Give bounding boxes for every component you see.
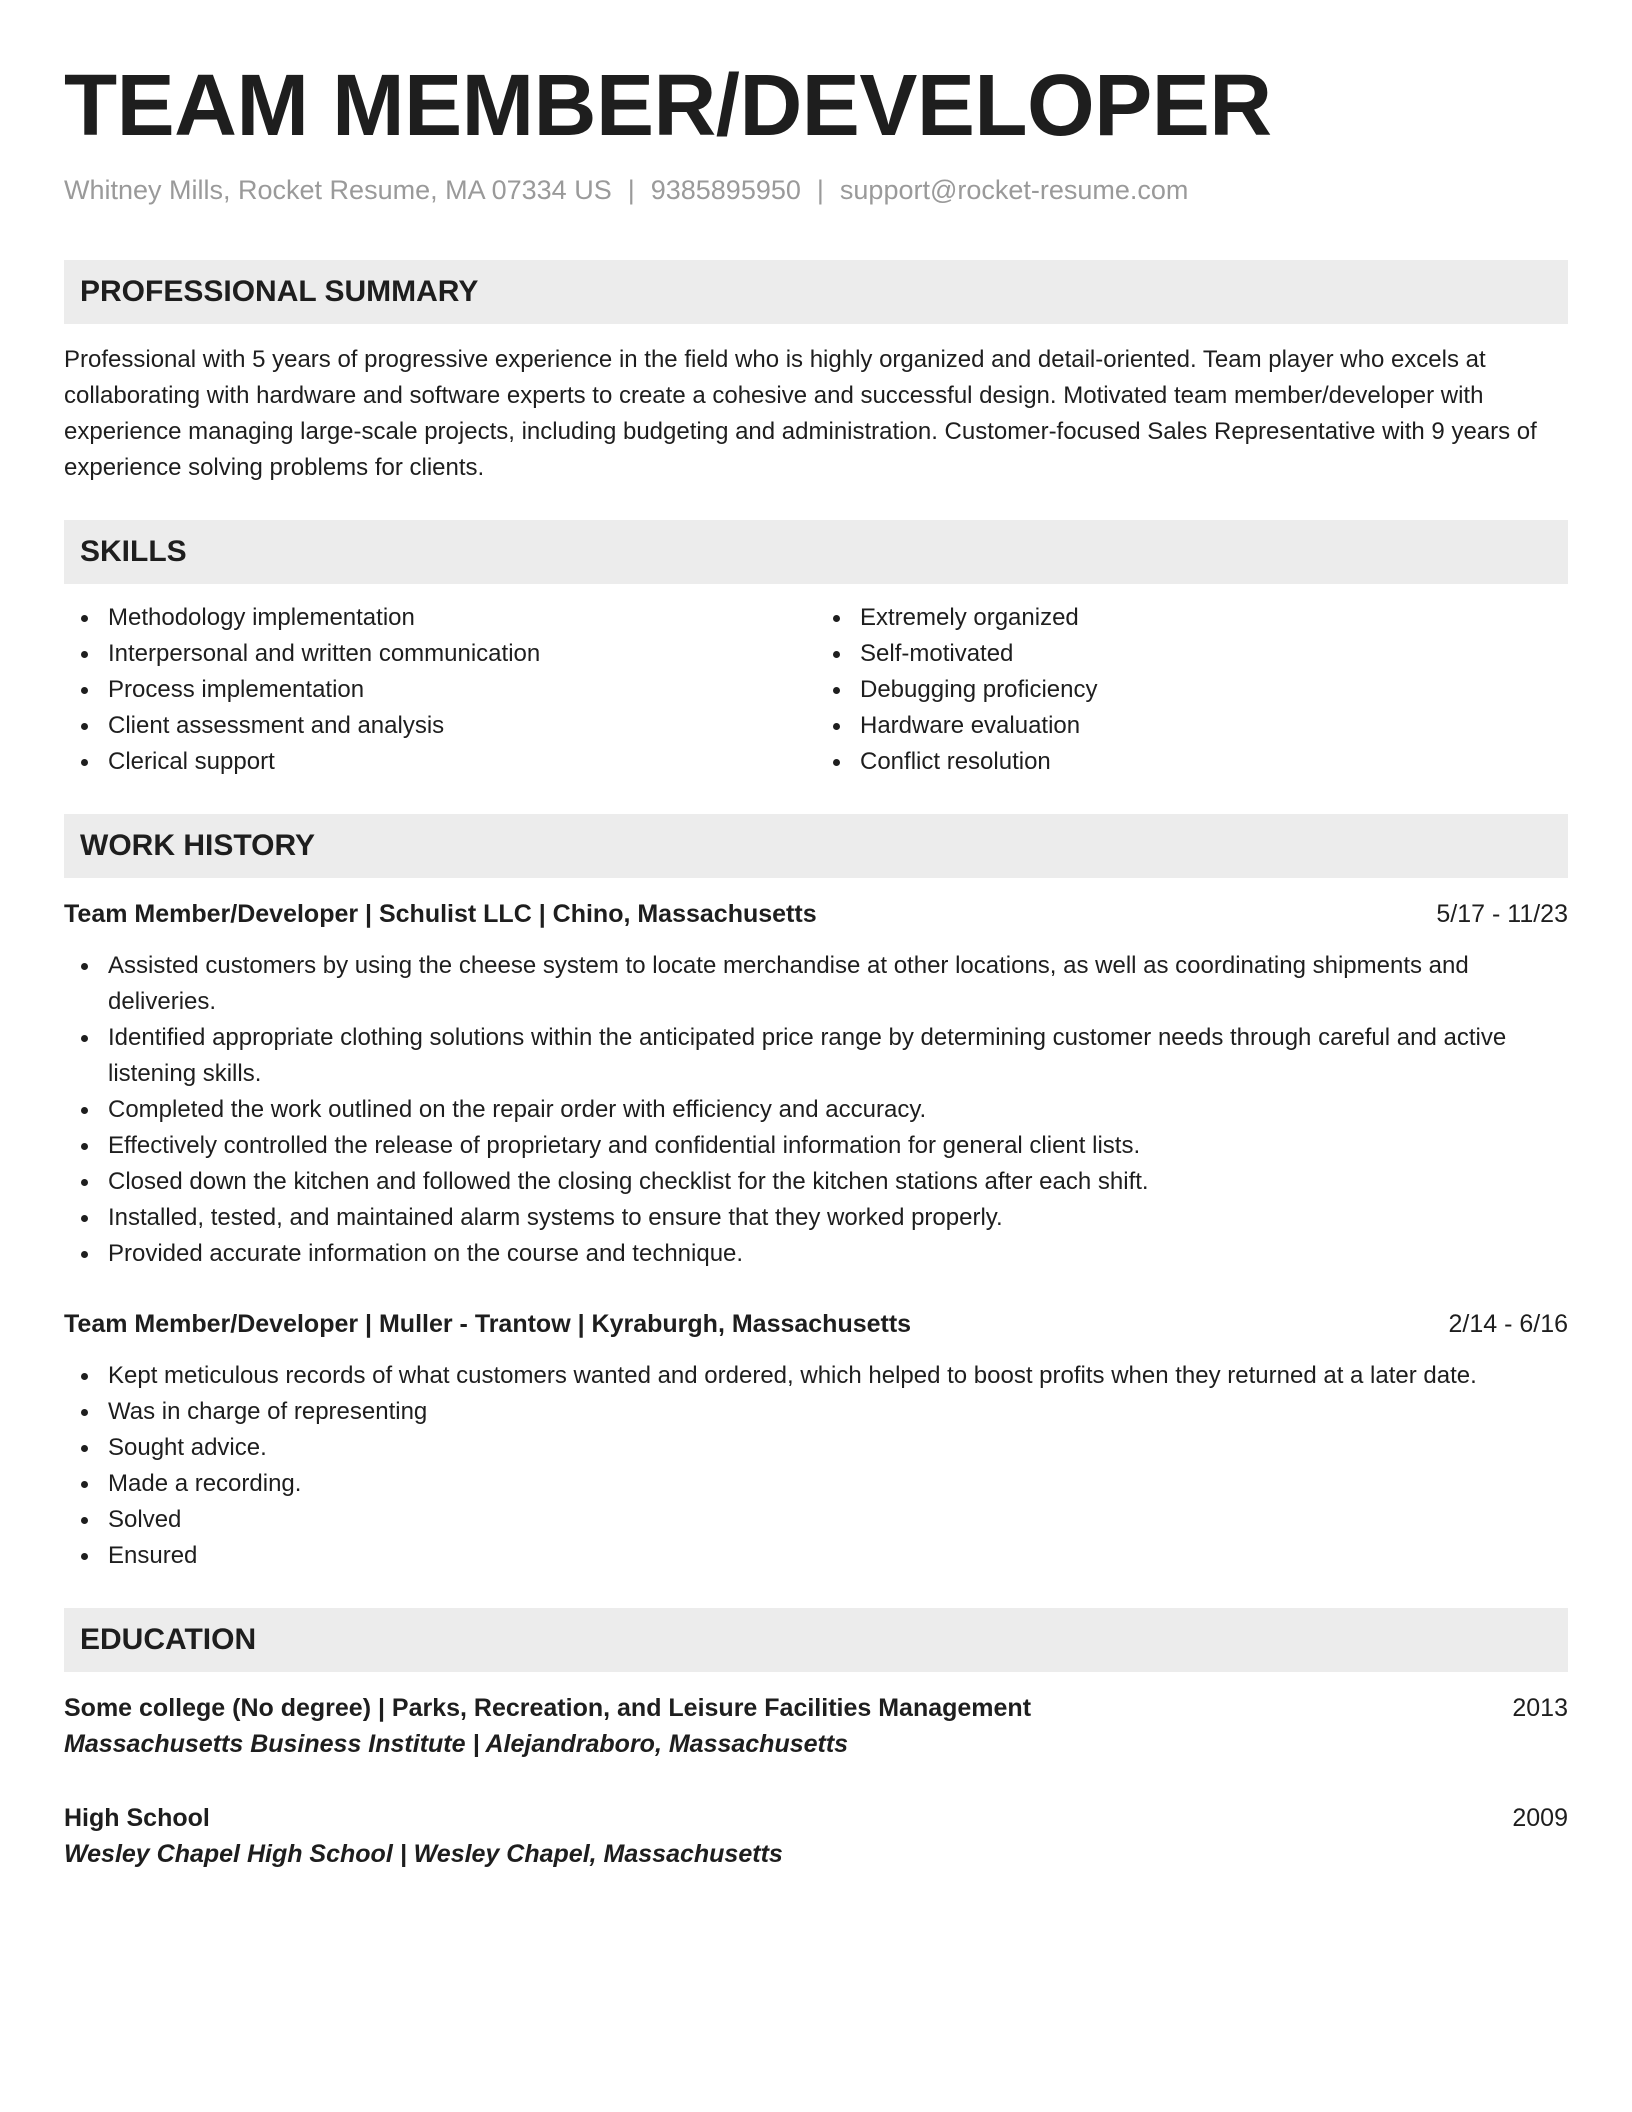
job-bullet: Closed down the kitchen and followed the closing checklist for the kitchen stations after each shift. [64, 1164, 1568, 1200]
job-dates: 2/14 - 6/16 [1448, 1310, 1568, 1338]
skills-column-right [816, 600, 1568, 780]
job-bullet: Solved [64, 1502, 1568, 1538]
section-header-skills: SKILLS [64, 520, 1568, 584]
skill-item: Client assessment and analysis [64, 708, 816, 744]
skill-item: Debugging proficiency [816, 672, 1568, 708]
skills-column-left [64, 600, 816, 780]
job-bullet: Ensured [64, 1538, 1568, 1574]
skill-item: Conflict resolution [816, 744, 1568, 780]
job-title: Team Member/Developer | Muller - Trantow | Kyraburgh, Massachusetts [64, 1310, 912, 1338]
skill-item: Clerical support [64, 744, 816, 780]
contact-separator: | [627, 175, 635, 205]
contact-email: support@rocket-resume.com [839, 175, 1189, 205]
job-header [64, 1306, 1568, 1342]
job-bullet: Assisted customers by using the cheese system to locate merchandise at other locations, as well as coordinating shipments and deliveries. [64, 948, 1568, 1020]
skills-list [64, 600, 1568, 780]
education-year: 2009 [1512, 1804, 1568, 1832]
section-header-education: EDUCATION [64, 1608, 1568, 1672]
resume-name: TEAM MEMBER/DEVELOPER [64, 57, 1272, 154]
job-bullet: Effectively controlled the release of proprietary and confidential information for general client lists. [64, 1128, 1568, 1164]
education-year: 2013 [1512, 1694, 1568, 1722]
job-bullet: Made a recording. [64, 1466, 1568, 1502]
job-bullet: Sought advice. [64, 1430, 1568, 1466]
education-entry [64, 1690, 1568, 1762]
contact-line [64, 172, 1568, 208]
job-entry [64, 1306, 1568, 1574]
summary-text: Professional with 5 years of progressive experience in the field who is highly organized and detail-oriented. Team player who excels at collaborating with hardware and software experts to create a cohesive and successful design. Motivated team member/developer with experience managing large-scale projects, including budgeting and administration. Customer-focused Sales Representative with 9 years of experience solving problems for clients. [64, 346, 1537, 481]
education-degree: Some college (No degree) | Parks, Recreation, and Leisure Facilities Management [64, 1694, 1032, 1722]
job-bullet: Kept meticulous records of what customers wanted and ordered, which helped to boost profits when they returned at a later date. [64, 1358, 1568, 1394]
contact-separator: | [816, 175, 824, 205]
education-header [64, 1800, 1568, 1836]
job-bullet: Identified appropriate clothing solutions within the anticipated price range by determining customer needs through careful and active listening skills. [64, 1020, 1568, 1092]
job-bullet: Was in charge of representing [64, 1394, 1568, 1430]
skill-item: Self-motivated [816, 636, 1568, 672]
contact-address: Whitney Mills, Rocket Resume, MA 07334 US [64, 175, 612, 205]
job-bullets [64, 1358, 1568, 1574]
section-header-summary: PROFESSIONAL SUMMARY [64, 260, 1568, 324]
job-title: Team Member/Developer | Schulist LLC | Chino, Massachusetts [64, 900, 817, 928]
job-header [64, 896, 1568, 932]
skill-item: Extremely organized [816, 600, 1568, 636]
section-header-work-history: WORK HISTORY [64, 814, 1568, 878]
education-degree: High School [64, 1804, 210, 1832]
job-bullet: Provided accurate information on the course and technique. [64, 1236, 1568, 1272]
education-header [64, 1690, 1568, 1726]
education-school: Massachusetts Business Institute | Alejandraboro, Massachusetts [64, 1730, 849, 1758]
skill-item: Methodology implementation [64, 600, 816, 636]
job-dates: 5/17 - 11/23 [1436, 900, 1568, 928]
skill-item: Hardware evaluation [816, 708, 1568, 744]
job-bullet: Installed, tested, and maintained alarm systems to ensure that they worked properly. [64, 1200, 1568, 1236]
job-bullets [64, 948, 1568, 1272]
education-entry [64, 1800, 1568, 1872]
job-bullet: Completed the work outlined on the repair order with efficiency and accuracy. [64, 1092, 1568, 1128]
education-school: Wesley Chapel High School | Wesley Chapel, Massachusetts [64, 1840, 783, 1868]
contact-phone: 9385895950 [650, 175, 801, 205]
skill-item: Process implementation [64, 672, 816, 708]
job-entry [64, 896, 1568, 1272]
skill-item: Interpersonal and written communication [64, 636, 816, 672]
